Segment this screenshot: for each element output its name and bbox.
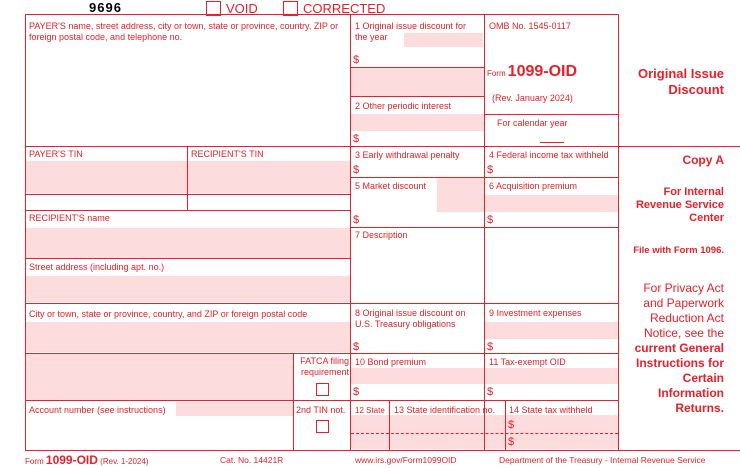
- account-label: Account number (see instructions): [29, 405, 166, 415]
- recipient-name-input[interactable]: [25, 228, 350, 258]
- account-input[interactable]: [176, 402, 293, 416]
- street-input[interactable]: [25, 276, 350, 302]
- form-code: 9696: [89, 0, 122, 15]
- box10-dollar: $: [353, 386, 360, 398]
- rule: [350, 14, 351, 450]
- form-prefix: Form: [487, 69, 506, 78]
- box9-dollar: $: [487, 341, 494, 353]
- box13-input[interactable]: [390, 415, 505, 449]
- rev-label: (Rev. January 2024): [492, 93, 573, 103]
- recipient-name-label: RECIPIENT'S name: [29, 213, 110, 223]
- recipient-tin-input[interactable]: [188, 161, 350, 193]
- footer-dept: Department of the Treasury - Internal Revenue Service: [499, 455, 706, 465]
- rule: [505, 400, 506, 450]
- rule: [25, 14, 26, 450]
- second-tin-checkbox[interactable]: [316, 420, 329, 433]
- privacy-notice: [622, 281, 724, 416]
- payer-tin-input[interactable]: [25, 161, 187, 193]
- box4-label: 4 Federal income tax withheld: [489, 150, 609, 160]
- cal-year-label: For calendar year: [497, 118, 568, 128]
- fatca-left-fill: [25, 353, 293, 400]
- file-with-label: File with Form 1096.: [633, 245, 724, 256]
- rule: [351, 96, 484, 97]
- rule: [25, 146, 740, 147]
- box12-input[interactable]: [351, 415, 389, 449]
- payer-tin-label: PAYER'S TIN: [29, 149, 83, 159]
- rule: [485, 114, 618, 115]
- box11-dollar: $: [487, 386, 494, 398]
- box2-dollar: $: [353, 133, 360, 145]
- box3-dollar: $: [353, 164, 360, 176]
- box14-input[interactable]: [506, 415, 618, 449]
- rule: [25, 450, 740, 451]
- rule: [351, 67, 484, 68]
- side-title: Original Issue Discount: [638, 66, 724, 97]
- box5-input[interactable]: [437, 178, 484, 212]
- for-irs-label: For Internal Revenue Service Center: [635, 186, 724, 224]
- rule: [25, 258, 350, 259]
- rule: [540, 142, 564, 143]
- omb-label: OMB No. 1545-0117: [489, 21, 571, 31]
- box11-label: 11 Tax-exempt OID: [489, 357, 566, 367]
- box8-input[interactable]: [351, 330, 484, 340]
- box3-label: 3 Early withdrawal penalty: [355, 150, 460, 160]
- rule: [25, 353, 618, 354]
- box8-dollar: $: [353, 341, 360, 353]
- box11-input[interactable]: [485, 368, 618, 384]
- rule: [351, 227, 618, 228]
- box6-label: 6 Acquisition premium: [489, 181, 578, 191]
- footer-form: [25, 454, 149, 468]
- payer-input[interactable]: [25, 46, 350, 146]
- footer-form-prefix: Form: [25, 457, 44, 466]
- rule: [25, 194, 350, 195]
- box10-input[interactable]: [351, 368, 484, 384]
- box8-label: 8 Original issue discount on U.S. Treasury obligations: [355, 308, 466, 329]
- rule: [187, 146, 188, 210]
- rule: [25, 303, 618, 304]
- footer-form-name: 1099-OID: [45, 453, 98, 467]
- box13-label: 13 State identification no.: [394, 405, 496, 415]
- box7-label: 7 Description: [355, 230, 408, 240]
- street-label: Street address (including apt. no.): [29, 262, 165, 272]
- rule: [389, 400, 390, 450]
- box9-label: 9 Investment expenses: [489, 308, 582, 318]
- box14-dollar-2: $: [508, 436, 515, 448]
- payer-label: PAYER'S name, street address, city or town, state or province, country, ZIP or foreign postal code, and telephone no.: [29, 21, 339, 42]
- box2-label: 2 Other periodic interest: [355, 101, 452, 111]
- rule: [351, 433, 618, 434]
- privacy-plain: For Privacy Act and Paperwork Reduction Act Notice, see the: [643, 281, 724, 340]
- city-input[interactable]: [25, 322, 350, 352]
- corrected-label: CORRECTED: [303, 1, 386, 16]
- box6-dollar: $: [487, 214, 494, 226]
- recipient-tin-label: RECIPIENT'S TIN: [191, 149, 264, 159]
- box6-input[interactable]: [485, 195, 618, 212]
- box1-label: 1 Original issue discount for the year: [355, 21, 467, 42]
- rule: [351, 177, 618, 178]
- form-name: 1099-OID: [507, 63, 578, 80]
- rule: [25, 14, 619, 15]
- box14-dollar-1: $: [508, 419, 515, 431]
- box12-label: 12 State: [355, 406, 385, 415]
- footer-url[interactable]: www.irs.gov/Form1099OID: [355, 455, 457, 465]
- box5-label: 5 Market discount: [355, 181, 427, 191]
- rule: [618, 14, 619, 450]
- rule: [484, 14, 485, 450]
- city-label: City or town, state or province, country, and ZIP or foreign postal code: [29, 309, 308, 319]
- rule: [25, 400, 618, 401]
- rule: [25, 210, 350, 211]
- second-tin-label: 2nd TIN not.: [296, 405, 346, 415]
- box4-dollar: $: [487, 164, 494, 176]
- box2-input[interactable]: [351, 114, 484, 131]
- copy-label: Copy A: [682, 153, 724, 167]
- form-title-block: [487, 63, 577, 81]
- box10-label: 10 Bond premium: [355, 357, 427, 367]
- footer-rev: (Rev. 1-2024): [100, 457, 149, 466]
- void-label: VOID: [226, 1, 258, 16]
- footer-cat: Cat. No. 14421R: [220, 455, 284, 465]
- fatca-checkbox[interactable]: [316, 383, 329, 396]
- box9-input[interactable]: [485, 322, 618, 339]
- fatca-label: FATCA filing requirement: [300, 356, 349, 377]
- privacy-bold: current General Instructions for Certain Information Returns.: [634, 341, 724, 415]
- box5-dollar: $: [353, 214, 360, 226]
- box1b-input[interactable]: [351, 68, 484, 96]
- box14-label: 14 State tax withheld: [509, 405, 593, 415]
- box1-dollar: $: [353, 54, 360, 66]
